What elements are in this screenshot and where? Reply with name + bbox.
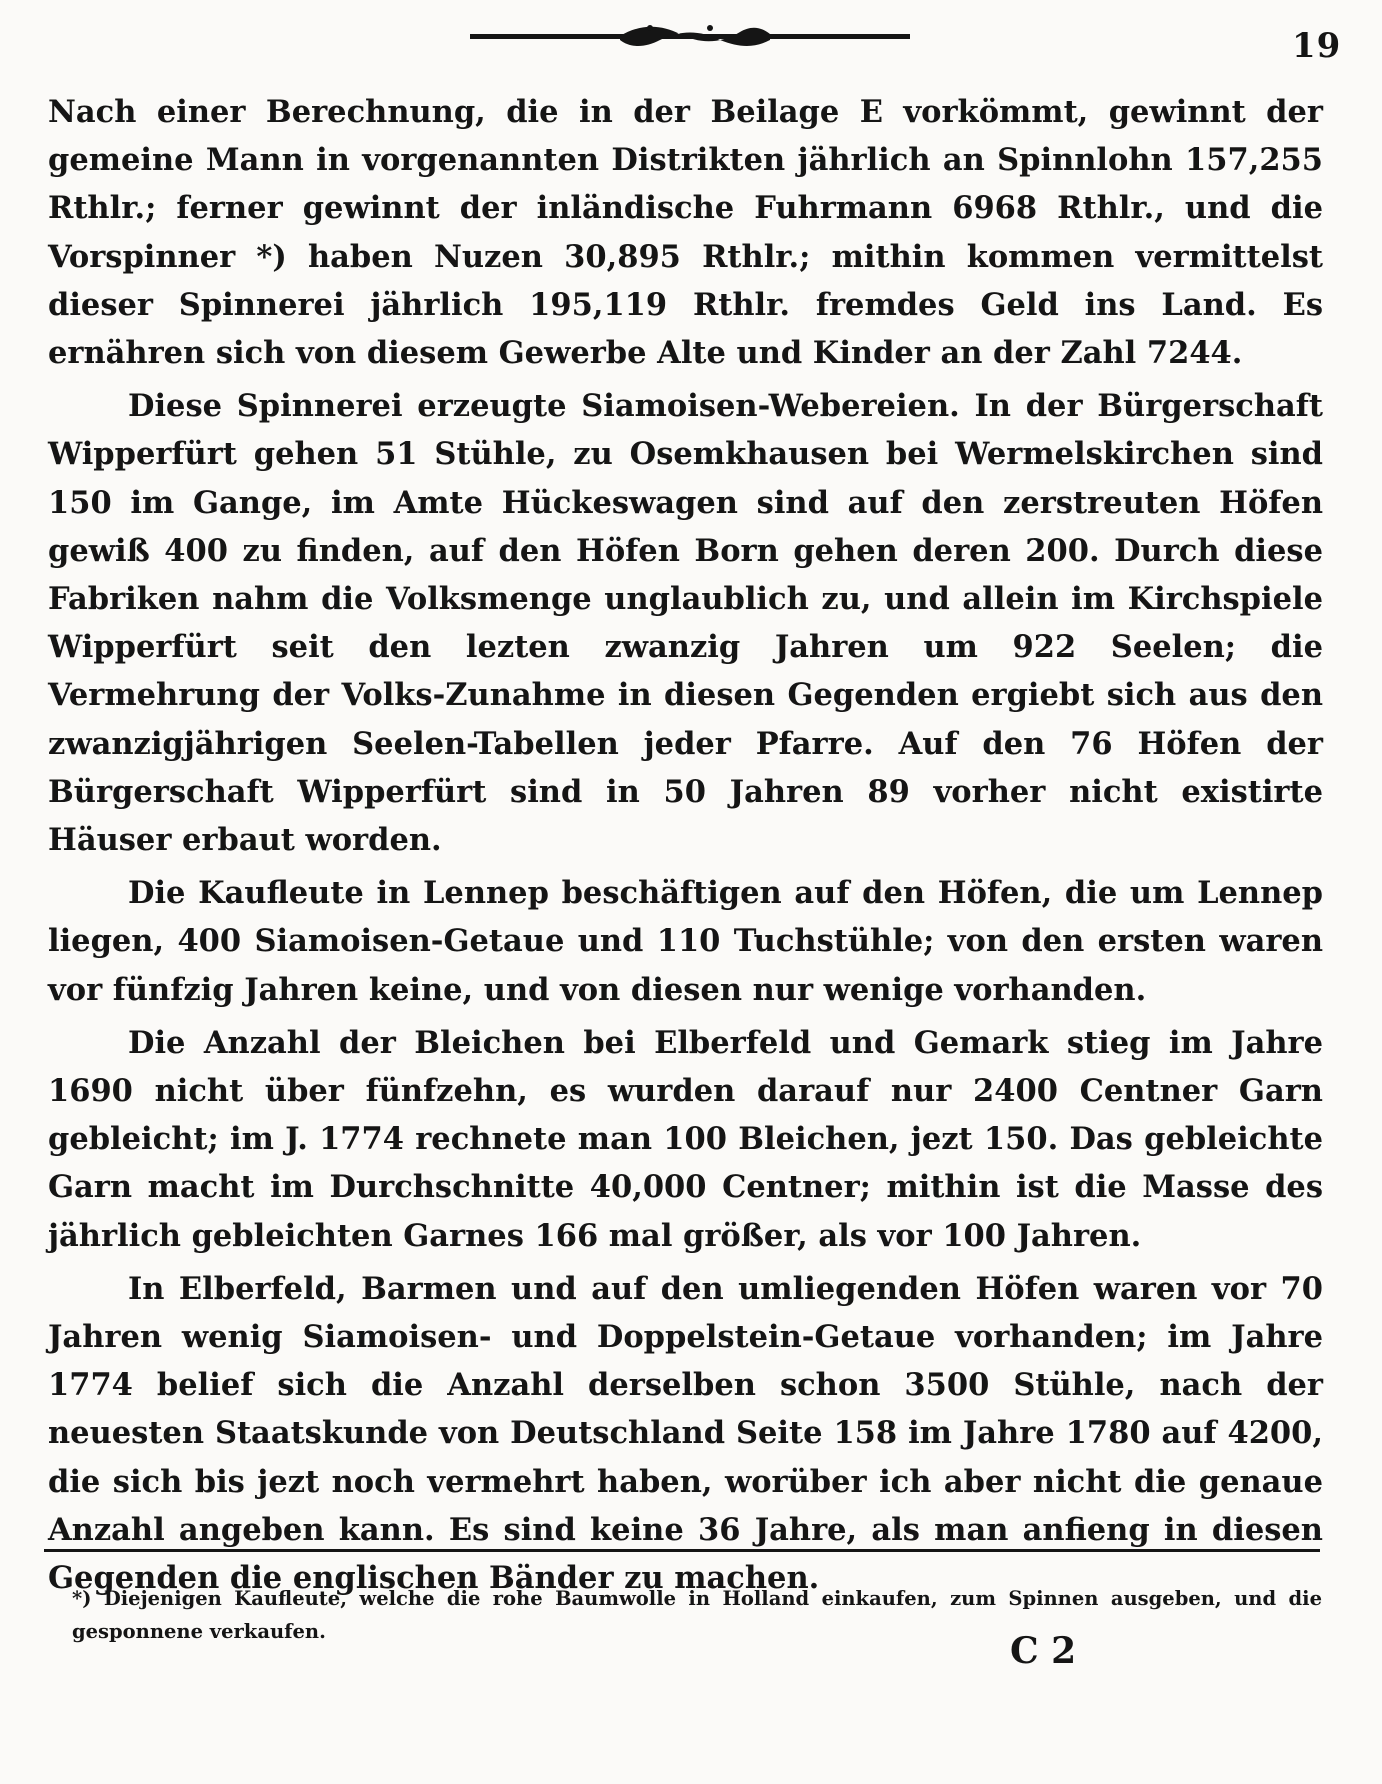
paragraph-elberfeld-barmen: In Elberfeld, Barmen und auf den umliegenden Höfen waren vor 70 Jahren wenig Siamoisen- und Doppelstein-Getaue vorhanden; im Jahre 1774 belief sich die Anzahl derselben schon 3500 Stühle, nach der neuesten Staatskunde von Deutschland Seite 158 im Jahre 1780 auf 4200, die sich bis jezt noch vermehrt haben, worüber ich aber nicht die genaue Anzahl angeben kann. Es sind keine 36 Jahre, als man anfieng in diesen Gegenden die englischen Bänder zu machen. [48,1270,1323,1597]
footnote-divider [44,1549,1320,1552]
paragraph-lennep: Die Kaufleute in Lennep beschäftigen auf den Höfen, die um Lennep liegen, 400 Siamoisen-Getaue und 110 Tuchstühle; von den ersten waren vor fünfzig Jahren keine, und von diesen nur wenige vorhanden. [48,875,1323,1008]
paragraph-siamoisen-webereien: Diese Spinnerei erzeugte Siamoisen-Webereien. In der Bürgerschaft Wipperfürt gehen 51 Stühle, zu Osemkhausen bei Wermelskirchen sind 150 im Gange, im Amte Hückeswagen sind auf den zerstreuten Höfen gewiß 400 zu finden, auf den Höfen Born gehen deren 200. Durch diese Fabriken nahm die Volksmenge unglaublich zu, und allein im Kirchspiele Wipperfürt seit den lezten zwanzig Jahren um 922 Seelen; die Vermehrung der Volks-Zunahme in diesen Gegenden ergiebt sich aus den zwanzigjährigen Seelen-Tabellen jeder Pfarre. Auf den 76 Höfen der Bürgerschaft Wipperfürt sind in 50 Jahren 89 vorher nicht existirte Häuser erbaut worden. [48,388,1323,859]
body-text [48,88,1323,1602]
signature-mark: C 2 [1010,1630,1077,1672]
page-number: 19 [1292,26,1342,66]
ornament-dot-left [647,25,653,31]
footnote: *) Diejenigen Kaufleute, welche die rohe Baumwolle in Holland einkaufen, zum Spinnen ausgeben, und die gesponnene verkaufen. [72,1587,1322,1643]
paragraph-bleichen: Die Anzahl der Bleichen bei Elberfeld und Gemark stieg im Jahre 1690 nicht über fünfzehn, es wurden darauf nur 2400 Centner Garn gebleicht; im J. 1774 rechnete man 100 Bleichen, jezt 150. Das gebleichte Garn macht im Durchschnitte 40,000 Centner; mithin ist die Masse des jährlich gebleichten Garnes 166 mal größer, als vor 100 Jahren. [48,1024,1323,1254]
header-ornament [470,22,910,50]
paragraph-spinnlohn: Nach einer Berechnung, die in der Beilage E vorkömmt, gewinnt der gemeine Mann in vorgenannten Distrikten jährlich an Spinnlohn 157,255 Rthlr.; ferner gewinnt der inländische Fuhrmann 6968 Rthlr., und die Vorspinner *) haben Nuzen 30,895 Rthlr.; mithin kommen vermittelst dieser Spinnerei jährlich 195,119 Rthlr. fremdes Geld ins Land. Es ernähren sich von diesem Gewerbe Alte und Kinder an der Zahl 7244. [48,94,1323,372]
ornament-dot-right [707,25,713,31]
ornament-center-flourish [620,27,770,46]
